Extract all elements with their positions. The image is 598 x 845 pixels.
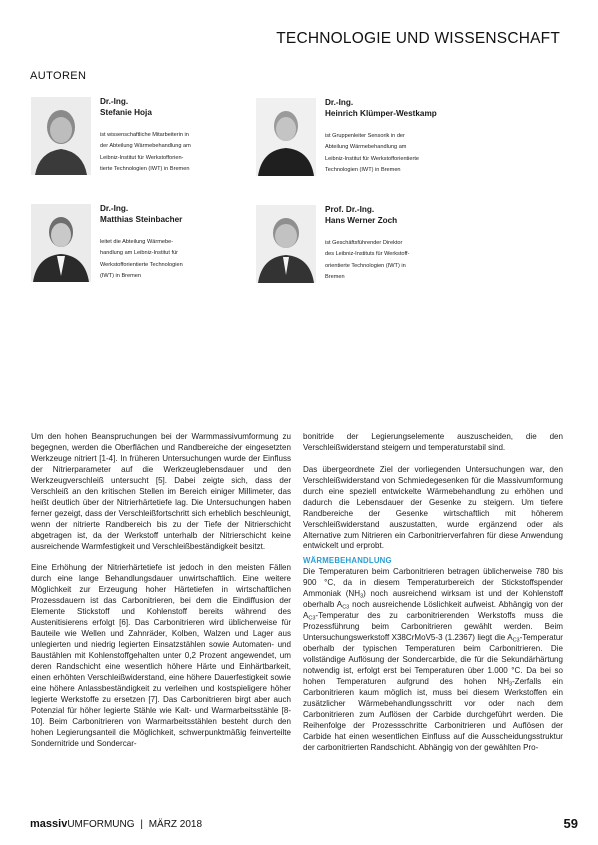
author-name-block [100, 97, 152, 118]
author-card-steinbacher [31, 204, 291, 289]
author-name: Stefanie Hoja [100, 107, 152, 117]
portrait-image [31, 97, 91, 175]
portrait-image [256, 205, 316, 283]
authors-heading: AUTOREN [30, 70, 87, 82]
brand-bold: massiv [30, 818, 68, 830]
author-name: Matthias Steinbacher [100, 214, 183, 224]
body-column-right [303, 432, 563, 754]
author-card-kluemper-westkamp [256, 98, 516, 183]
body-paragraph: Um den hohen Beanspruchungen bei der Warmmassivumformung zu begegnen, werden die Oberflächen und Randbereiche der eingesetzten Werkzeuge nitriert [1-4]. In früheren Untersuchungen wurde der Einfluss der Nitrierparameter auf die Werkzeuglebensdauer und den Werkzeugverschleiß untersucht [5]. Dabei zeigte sich, dass der Verschleiß an den kritischen Stellen im Bereich einiger Millimeter, das heißt deutlich über der Nitrierhärtetiefe lag. Die Untersuchungen haben ferner gezeigt, dass der Verschleißfortschritt sich erheblich beschleunigt, wenn der nitrierte Randbereich bis zu der Tiefe der Nitrierschicht abgetragen ist, da der Werkstoff unterhalb der Nitrierschicht keine ausreichende Warmfestigkeit und Verschleißbeständigkeit besitzt. [31, 432, 291, 551]
author-photo [31, 204, 91, 282]
footer-separator: | [140, 819, 143, 830]
body-paragraph: Die Temperaturen beim Carbonitrieren betragen üblicherweise 780 bis 900 °C, da in diesem Temperaturbereich der Stickstoffspender Ammoniak $(NH_3)$ noch ausreichend wirksam ist und der Kohlenstoff oberhalb $A_{C3}$ noch ausreichende Löslichkeit aufweist. Abhängig von der $A_{C3}$-Temperatur des zu carbonitrierenden Werkstoffs muss die Prozessführung beim Carbonitrieren gewählt werden. Beim Untersuchungswerkstoff X38CrMoV5-3 (1.2367) liegt die $A_{C3}$-Temperatur oberhalb der typischen Temperaturen beim Carbonitrieren. Die vollständige Auflösung der Sondercarbide, die für die Sekundärhärtung notwendig ist, erfolgt erst bei Temperaturen über 1.000 °C. Da bei so hohen Temperaturen aufgrund des hohen $NH_3$-Zerfalls ein Carbonitrieren kaum möglich ist, muss bei diesem Werkstoffen ein zusätzlicher Wärmebehandlungsschritt vor oder nach dem Carbonitrieren zum Auflösen der Carbide durchgeführt werden. Die Reihenfolge der Prozessschritte Carbonitrieren und Auflösen der Carbide hat einen wesentlichen Einfluss auf die Ausscheidungsstruktur der carbonitrierten Randschicht. Abhängig von der gewählten Pro- [303, 567, 563, 752]
page-number: 59 [563, 816, 578, 831]
body-paragraph: Das übergeordnete Ziel der vorliegenden Untersuchungen war, den Verschleißwiderstand von Schmiedegesenken für die Massivumformung durch eine speziell entwickelte Wärmebehandlung zu erhöhen und dadurch die Lebensdauer der Gesenke zu steigern. Um tiefere Randbereiche der Gesenke wirtschaftlich mit höherem Verschleißwiderstand auszustatten, wurde ergänzend oder als Alternative zum Nitrieren ein Carbonitrierverfahren für diese Anwendung entwickelt und erprobt. [303, 464, 563, 551]
author-name-block [100, 204, 182, 225]
author-card-hoja [31, 97, 291, 182]
author-photo [256, 98, 316, 176]
section-title: TECHNOLOGIE UND WISSENSCHAFT [276, 30, 560, 47]
author-card-zoch [256, 205, 516, 290]
author-bio: ist Geschäftsführender Direktor des Leibniz-Instituts für Werkstoff- orientierte Technologien (IWT) in Bremen [325, 240, 410, 280]
portrait-image [31, 204, 91, 282]
author-name-block [325, 98, 437, 119]
author-bio: ist Gruppenleiter Sensorik in der Abteilung Wärmebehandlung am Leibniz-Institut für Werkstofforientierte Technologien (IWT) in Bremen [325, 133, 419, 173]
author-name-block [325, 205, 397, 226]
author-bio: leitet die Abteilung Wärmebe- handlung am Leibniz-Institut für Werkstofforientierte Technologien (IWT) in Bremen [100, 239, 183, 279]
body-column-left [31, 432, 291, 760]
body-paragraph: bonitride der Legierungselemente auszuscheiden, die den Verschleißwiderstand steigern und temperaturstabil sind. [303, 432, 563, 452]
section-subheading: WÄRMEBEHANDLUNG [303, 556, 392, 566]
author-title: Dr.-Ing. [100, 97, 129, 106]
body-paragraph: Eine Erhöhung der Nitrierhärtetiefe ist jedoch in den meisten Fällen durch eine lange Behandlungsdauer unwirtschaftlich. Eine weitere Möglichkeit zur Erzeugung hoher Härtetiefen in wirtschaftlichen Prozessdauern ist das Carbonitrieren, bei dem die Eindiffusion der Elemente Stickstoff und Kohlenstoff bereits während des Austenitisierens erfolgt [6]. Das Carbonitrieren wird üblicherweise für Bauteile wie Wellen und Zahnräder, Kolben, Walzen und Lager aus unlegierten und niedrig legierten Einsatzstählen sowie Automaten- und Baustählen mit Kohlenstoffgehalten unter 0,2 Prozent angewendet, um deren Randschicht eine wesentlich höhere Härte und Einhärtbarkeit, einen erhöhten Verschleißwiderstand, eine höhere Dauerfestigkeit sowie eine höhere Anlassbeständigkeit zu verleihen und kostspieligere höher legierte Werkstoffe zu ersetzen [7]. Das Carbonitrieren birgt aber auch Potenzial für höher legierte Stähle wie Kalt- und Warmarbeitsstähle [8-10]. Beim Carbonitrieren von Warmarbeitsstählen besteht durch den hohen Legierungsanteil die Möglichkeit, schwerpunktmäßig feinverteilte Sondernitride und Sondercar- [31, 563, 291, 748]
author-title: Prof. Dr.-Ing. [325, 205, 375, 214]
author-photo [31, 97, 91, 175]
footer-publication [30, 818, 202, 830]
author-name: Hans Werner Zoch [325, 215, 398, 225]
author-name: Heinrich Klümper-Westkamp [325, 108, 437, 118]
brand-rest: UMFORMUNG [67, 819, 135, 830]
author-title: Dr.-Ing. [100, 204, 129, 213]
portrait-image [256, 98, 316, 176]
author-bio: ist wissenschaftliche Mitarbeiterin in der Abteilung Wärmebehandlung am Leibniz-Institut für Werkstofforien- tierte Technologien (IWT) in Bremen [100, 132, 191, 172]
author-title: Dr.-Ing. [325, 98, 354, 107]
footer-issue: MÄRZ 2018 [148, 819, 203, 830]
author-photo [256, 205, 316, 283]
